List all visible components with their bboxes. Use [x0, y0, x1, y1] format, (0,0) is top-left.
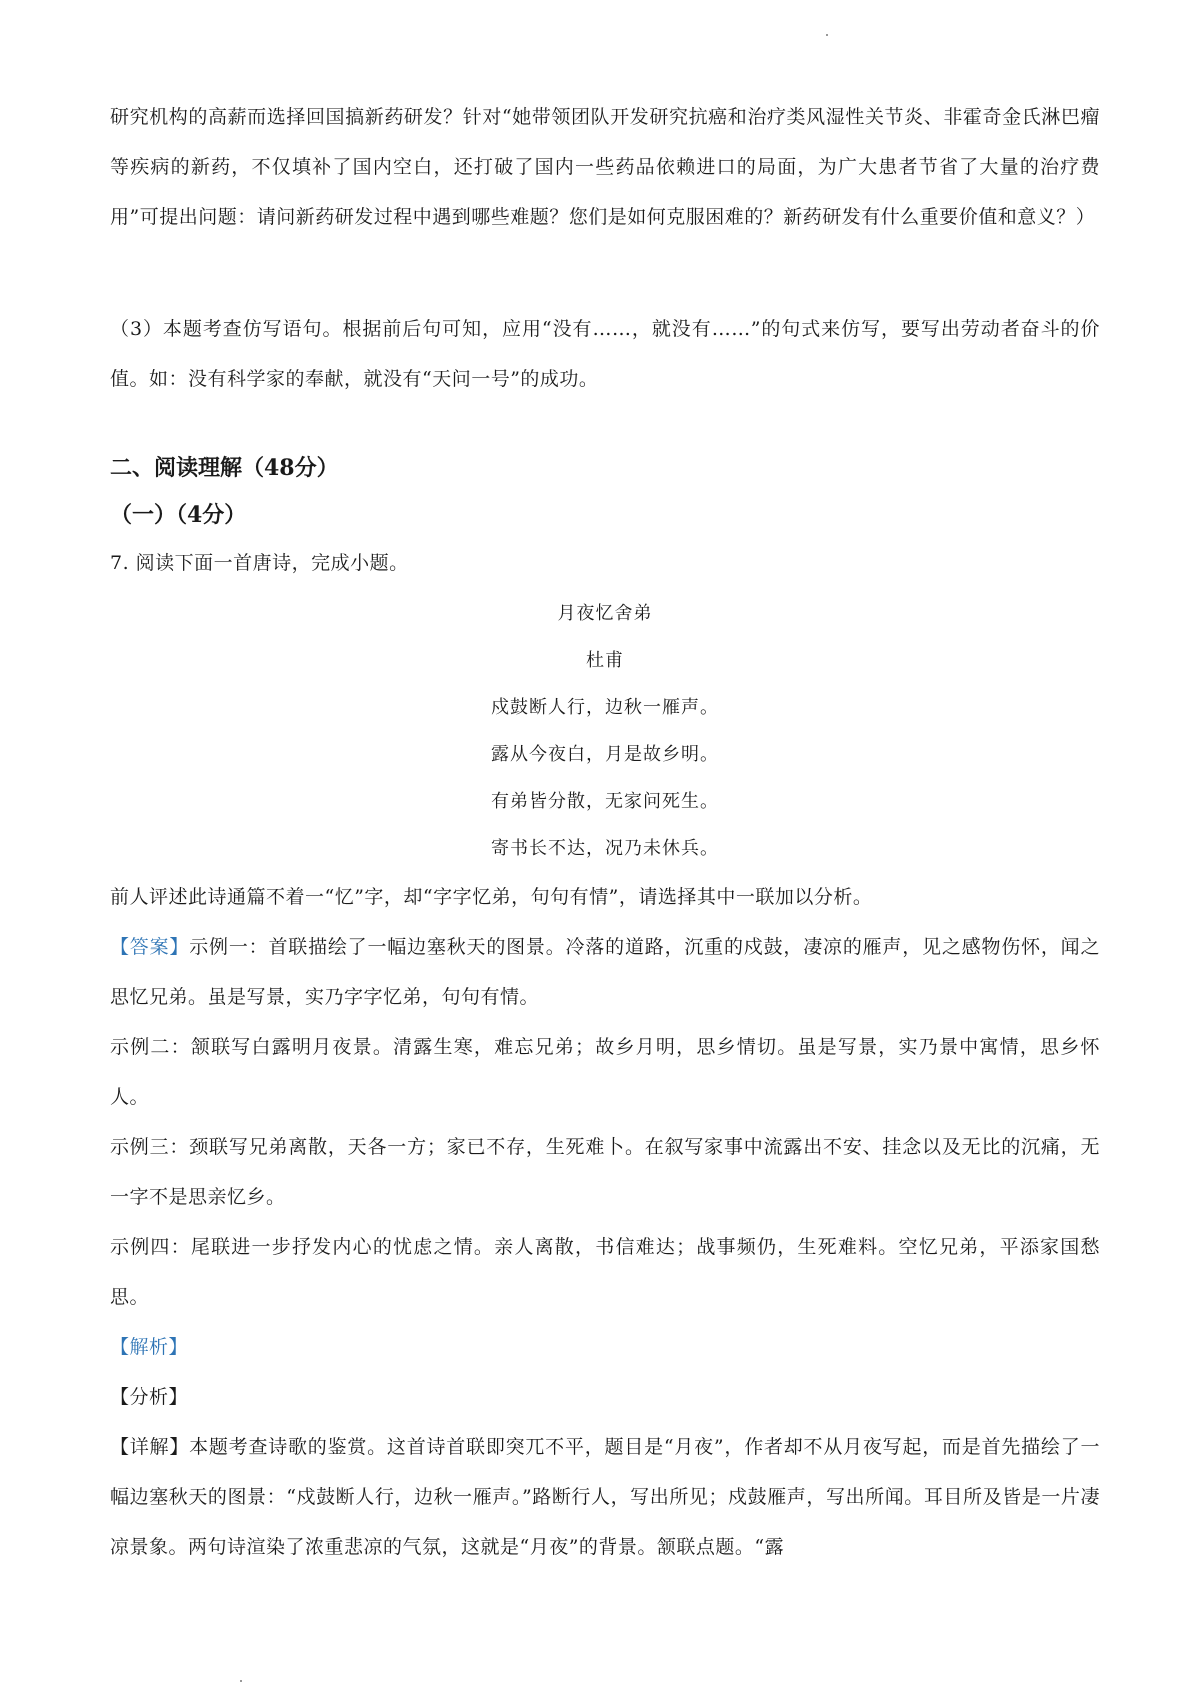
section-title: 二、阅读理解（48分）: [110, 455, 339, 481]
spacer: [110, 242, 1100, 304]
poem-title: 月夜忆舍弟: [557, 603, 653, 624]
poem-block: [110, 590, 1100, 872]
question-prompt: 前人评述此诗通篇不着一“忆”字，却“字字忆弟，句句有情”，请选择其中一联加以分析。: [110, 886, 873, 908]
answer-tag: 【答案】: [110, 936, 190, 958]
answer-example-1: [110, 922, 1100, 1022]
poem-line-1: 戍鼓断人行，边秋一雁声。: [491, 697, 719, 718]
document-page: [110, 92, 1100, 1572]
continued-answer-paragraph: 研究机构的高薪而选择回国搞新药研发？针对“她带领团队开发研究抗癌和治疗类风湿性关节炎、非霍奇金氏淋巴瘤等疾病的新药，不仅填补了国内空白，还打破了国内一些药品依赖进口的局面，为广大患者节省了大量的治疗费用”可提出问题：请问新药研发过程中遇到哪些难题？您们是如何克服困难的？新药研发有什么重要价值和意义？）: [110, 106, 1100, 228]
poem-line-4: 寄书长不达，况乃未休兵。: [491, 838, 719, 859]
answer-example-2: 示例二：颔联写白露明月夜景。清露生寒，难忘兄弟；故乡月明，思乡情切。虽是写景，实乃景中寓情，思乡怀人。: [110, 1036, 1100, 1108]
poem-line-2: 露从今夜白，月是故乡明。: [491, 744, 719, 765]
fenxi-label: 【分析】: [110, 1386, 189, 1408]
answer-example-1-text: 示例一：首联描绘了一幅边塞秋天的图景。冷落的道路，沉重的戍鼓，凄凉的雁声，见之感物伤怀，闻之思忆兄弟。虽是写景，实乃字字忆弟，句句有情。: [110, 936, 1100, 1008]
analysis-tag: 【解析】: [110, 1336, 189, 1358]
item-3-paragraph: （3）本题考查仿写语句。根据前后句可知，应用“没有……，就没有……”的句式来仿写，要写出劳动者奋斗的价值。如：没有科学家的奉献，就没有“天问一号”的成功。: [110, 318, 1100, 390]
spacer: [110, 404, 1100, 444]
detail-text: 本题考查诗歌的鉴赏。这首诗首联即突兀不平，题目是“月夜”，作者却不从月夜写起，而是首先描绘了一幅边塞秋天的图景：“戍鼓断人行，边秋一雁声。”路断行人，写出所见；戍鼓雁声，写出所闻。耳目所及皆是一片凄凉景象。两句诗渲染了浓重悲凉的气氛，这就是“月夜”的背景。颔联点题。“露: [110, 1436, 1100, 1558]
detail-tag: 【详解】: [110, 1436, 190, 1458]
answer-example-3: 示例三：颈联写兄弟离散，天各一方；家已不存，生死难卜。在叙写家事中流露出不安、挂念以及无比的沉痛，无一字不是思亲忆乡。: [110, 1136, 1100, 1208]
question-7: 7. 阅读下面一首唐诗，完成小题。: [110, 552, 409, 574]
page-speck-top: [826, 34, 828, 36]
page-speck-bottom: [240, 1680, 242, 1682]
subsection-title: （一）（4分）: [110, 502, 247, 528]
poem-line-3: 有弟皆分散，无家问死生。: [491, 791, 719, 812]
poem-author: 杜甫: [586, 650, 624, 671]
answer-example-4: 示例四：尾联进一步抒发内心的忧虑之情。亲人离散，书信难达；战事频仍，生死难料。空忆兄弟，平添家国愁思。: [110, 1236, 1100, 1308]
detail-paragraph: [110, 1422, 1100, 1572]
